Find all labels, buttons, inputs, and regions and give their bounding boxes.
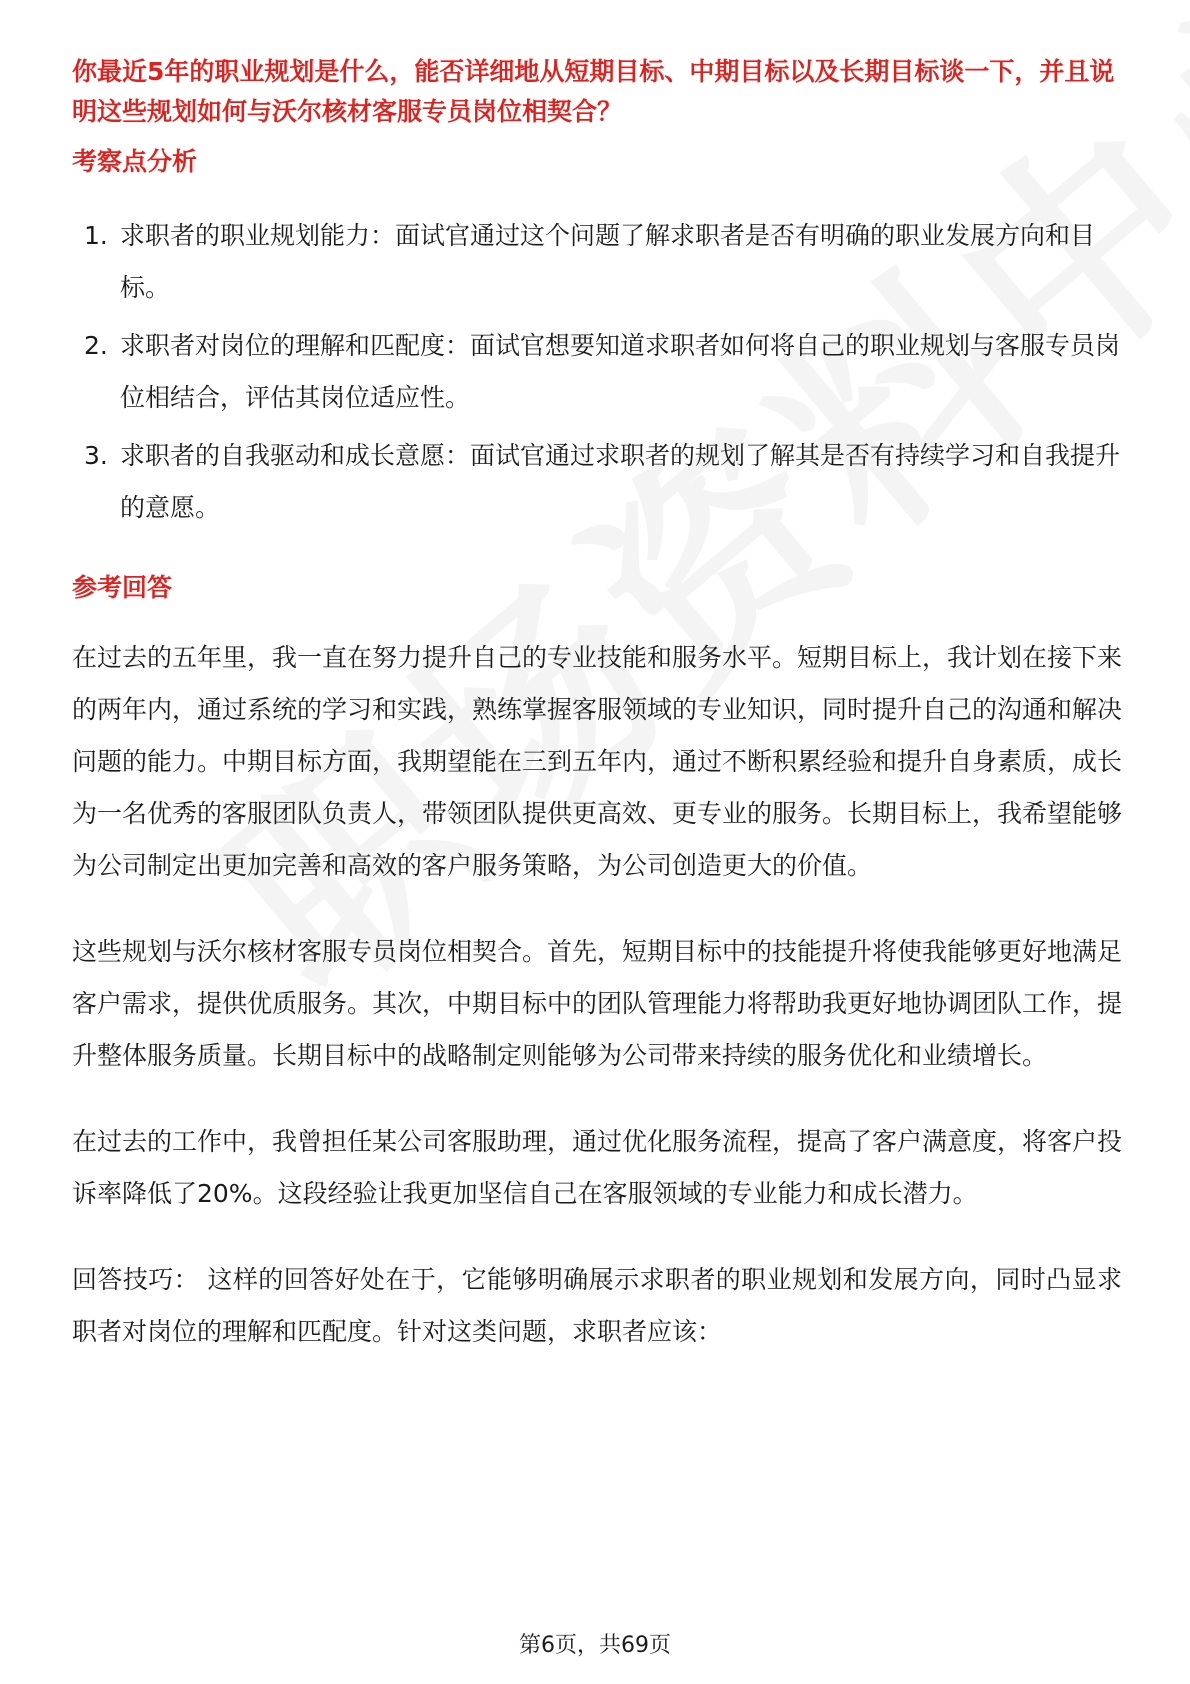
answer-paragraph: 在过去的五年里，我一直在努力提升自己的专业技能和服务水平。短期目标上，我计划在接下来的两年内，通过系统的学习和实践，熟练掌握客服领域的专业知识，同时提升自己的沟通和解决问题的能力。中期目标方面，我期望能在三到五年内，通过不断积累经验和提升自身素质，成长为一名优秀的客服团队负责人，带领团队提供更高效、更专业的服务。长期目标上，我希望能够为公司制定出更加完善和高效的客户服务策略，为公司创造更大的价值。: [72, 643, 1123, 880]
point-text: 求职者对岗位的理解和匹配度：面试官想要知道求职者如何将自己的职业规划与客服专员岗位相结合，评估其岗位适应性。: [120, 331, 1121, 412]
point-number: 3.: [84, 441, 108, 470]
analysis-title: 考察点分析: [72, 147, 198, 176]
answer-tips: 回答技巧： 这样的回答好处在于，它能够明确展示求职者的职业规划和发展方向，同时凸显求职者对岗位的理解和匹配度。针对这类问题，求职者应该：: [72, 1265, 1122, 1346]
answer-paragraph: 这些规划与沃尔核材客服专员岗位相契合。首先，短期目标中的技能提升将使我能够更好地满足客户需求，提供优质服务。其次，中期目标中的团队管理能力将帮助我更好地协调团队工作，提升整体服务质量。长期目标中的战略制定则能够为公司带来持续的服务优化和业绩增长。: [72, 937, 1123, 1070]
page-number: 第6页，共69页: [519, 1633, 671, 1658]
point-text: 求职者的职业规划能力：面试官通过这个问题了解求职者是否有明确的职业发展方向和目标。: [120, 221, 1096, 302]
analysis-point: [72, 320, 1122, 424]
point-number: 2.: [84, 331, 108, 360]
point-number: 1.: [84, 221, 108, 250]
answer-title: 参考回答: [72, 573, 173, 602]
answer-paragraph: 在过去的工作中，我曾担任某公司客服助理，通过优化服务流程，提高了客户满意度，将客户投诉率降低了20%。这段经验让我更加坚信自己在客服领域的专业能力和成长潜力。: [72, 1127, 1123, 1208]
point-text: 求职者的自我驱动和成长意愿：面试官通过求职者的规划了解其是否有持续学习和自我提升的意愿。: [120, 441, 1121, 522]
analysis-point: [72, 430, 1122, 534]
interview-question: 你最近5年的职业规划是什么，能否详细地从短期目标、中期目标以及长期目标谈一下，并且说明这些规划如何与沃尔核材客服专员岗位相契合？: [72, 57, 1115, 126]
analysis-points: [72, 210, 1122, 534]
analysis-point: [72, 210, 1122, 314]
content-area: [72, 52, 1122, 1358]
